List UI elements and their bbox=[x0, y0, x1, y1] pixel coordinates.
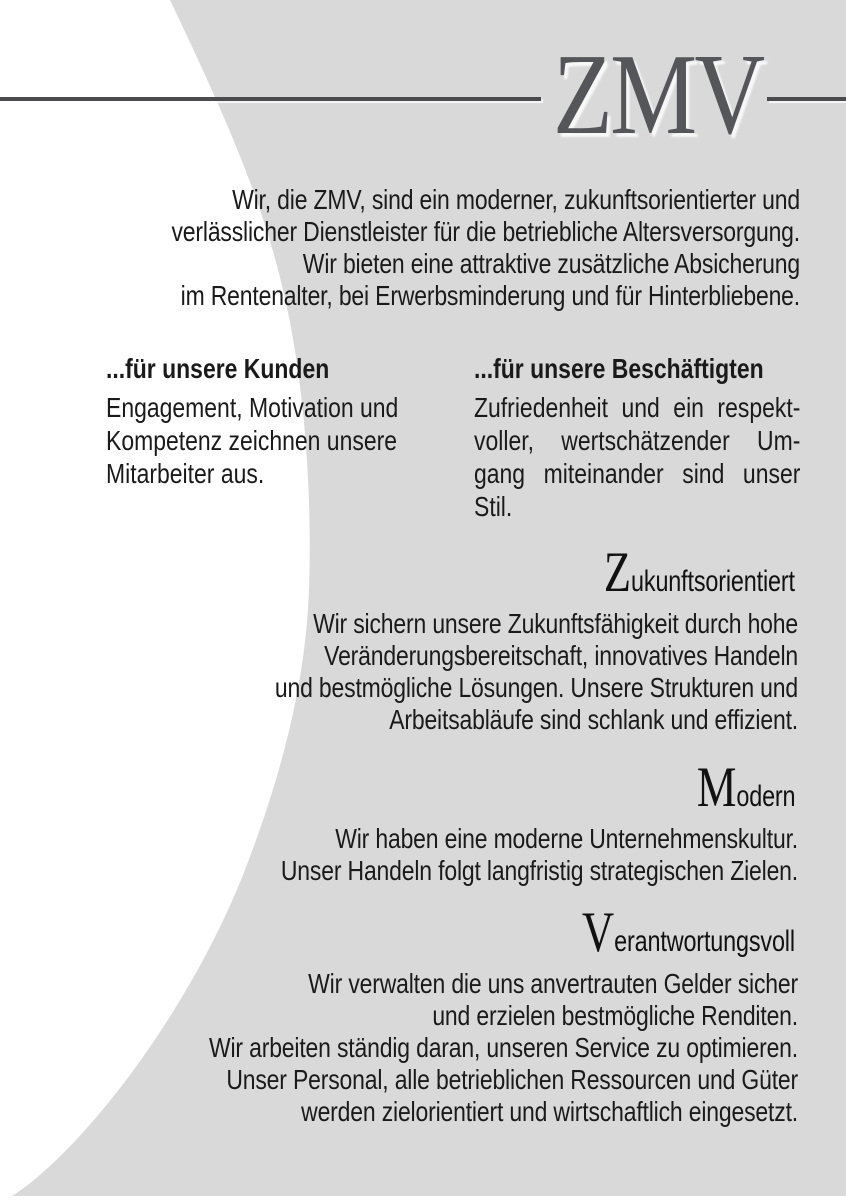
column-line: Mitarbeiter aus. bbox=[106, 458, 265, 489]
header-rule-left bbox=[0, 97, 541, 101]
column-employees bbox=[474, 353, 800, 523]
column-line: Kompetenz zeichnen unsere bbox=[106, 425, 398, 456]
column-customers bbox=[106, 353, 436, 490]
intro-line: Wir bieten eine attraktive zusätzliche Absicherung bbox=[302, 248, 800, 279]
section-line: Wir arbeiten ständig daran, unseren Service zu optimieren. bbox=[208, 1032, 798, 1063]
section-line: Wir haben eine moderne Unternehmenskultur. bbox=[335, 823, 798, 854]
column-line: Engagement, Motivation und bbox=[106, 392, 399, 423]
intro-line: verlässlicher Dienstleister für die betriebliche Altersversorgung. bbox=[171, 216, 800, 247]
section-heading-verantwortungsvoll bbox=[582, 901, 795, 970]
header-rule-right bbox=[767, 97, 846, 101]
intro-line: Wir, die ZMV, sind ein moderner, zukunftsorientierter und bbox=[232, 184, 801, 215]
section-title-rest: erantwortungsvoll bbox=[614, 925, 795, 958]
section-paragraph-zukunftsorientiert bbox=[45, 608, 798, 736]
section-line: und bestmögliche Lösungen. Unsere Strukturen und bbox=[274, 672, 798, 703]
column-line: voller, wertschätzender Um- bbox=[474, 425, 801, 456]
section-initial: V bbox=[582, 901, 615, 964]
section-line: Wir sichern unsere Zukunftsfähigkeit durch hohe bbox=[313, 608, 798, 639]
section-heading-modern bbox=[696, 756, 795, 825]
column-line: Stil. bbox=[474, 491, 513, 522]
section-paragraph-verantwortungsvoll bbox=[45, 968, 798, 1128]
zmv-logo: ZMV bbox=[553, 31, 763, 158]
section-line: Veränderungsbereitschaft, innovatives Handeln bbox=[324, 640, 798, 671]
column-employees-heading: ...für unsere Beschäftigten bbox=[474, 353, 764, 384]
section-line: Wir verwalten die uns anvertrauten Gelder sicher bbox=[308, 968, 798, 999]
intro-line: im Rentenalter, bei Erwerbsminderung und für Hinterbliebene. bbox=[180, 280, 800, 311]
section-paragraph-modern bbox=[45, 823, 798, 887]
section-line: und erzielen bestmögliche Renditen. bbox=[432, 1000, 798, 1031]
section-line: Unser Personal, alle betrieblichen Ressourcen und Güter bbox=[226, 1064, 799, 1095]
column-customers-body bbox=[106, 391, 436, 490]
column-line: Zufriedenheit und ein respekt- bbox=[474, 392, 801, 423]
section-line: Unser Handeln folgt langfristig strategischen Zielen. bbox=[280, 855, 799, 886]
intro-paragraph bbox=[46, 184, 800, 312]
section-initial: M bbox=[696, 756, 736, 819]
column-employees-body bbox=[474, 391, 800, 523]
section-title-rest: ukunftsorientiert bbox=[631, 565, 795, 598]
section-heading-zukunftsorientiert bbox=[603, 541, 795, 610]
section-line: werden zielorientiert und wirtschaftlich eingesetzt. bbox=[301, 1096, 798, 1127]
column-customers-heading: ...für unsere Kunden bbox=[106, 353, 330, 384]
column-line: gang miteinander sind unser bbox=[474, 458, 801, 489]
section-line: Arbeitsabläufe sind schlank und effizient. bbox=[389, 704, 798, 735]
section-title-rest: odern bbox=[735, 780, 795, 813]
section-initial: Z bbox=[603, 541, 632, 604]
